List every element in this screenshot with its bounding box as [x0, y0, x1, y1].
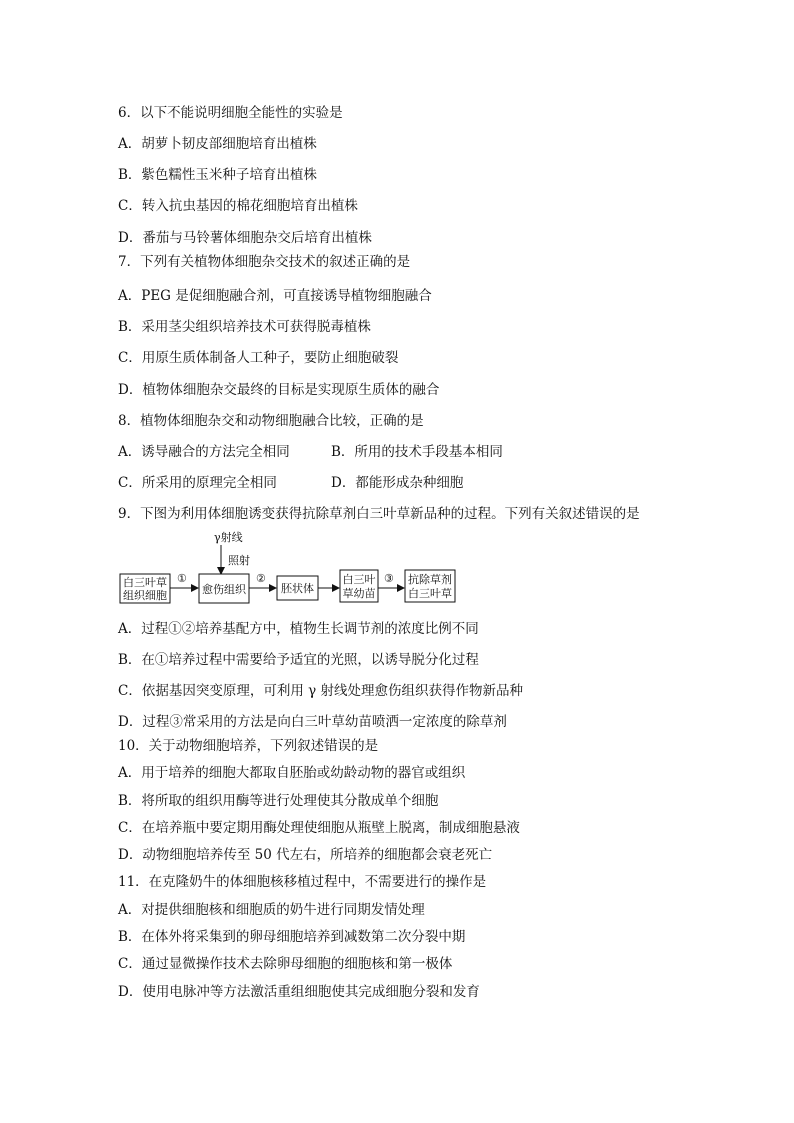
- box-white-clover-seedling-line2: 草幼苗: [342, 587, 376, 600]
- box-white-clover-tissue-cells-line2: 组织细胞: [123, 589, 167, 602]
- question-11-option-a: A．对提供细胞核和细胞质的奶牛进行同期发情处理: [118, 902, 425, 918]
- question-8-option-b: B．所用的技术手段基本相同: [331, 444, 503, 460]
- question-9-stem: 9．下图为利用体细胞诱变获得抗除草剂白三叶草新品种的过程。下列有关叙述错误的是: [118, 506, 640, 522]
- step-2-label: ②: [256, 572, 266, 585]
- question-9-option-d: D．过程③常采用的方法是向白三叶草幼苗喷洒一定浓度的除草剂: [118, 714, 507, 730]
- question-6-option-a: A．胡萝卜韧皮部细胞培育出植株: [118, 136, 317, 152]
- question-11-stem: 11．在克隆奶牛的体细胞核移植过程中，不需要进行的操作是: [118, 874, 487, 890]
- question-7-stem: 7．下列有关植物体细胞杂交技术的叙述正确的是: [118, 254, 411, 270]
- question-11-option-d: D．使用电脉冲等方法激活重组细胞使其完成细胞分裂和发育: [118, 984, 480, 1000]
- question-11-option-b: B．在体外将采集到的卵母细胞培养到减数第二次分裂中期: [118, 929, 466, 945]
- irradiation-label: 照射: [228, 554, 250, 567]
- question-8-option-c: C．所采用的原理完全相同: [118, 475, 277, 491]
- question-10-option-a: A．用于培养的细胞大都取自胚胎或幼龄动物的器官或组织: [118, 765, 466, 781]
- question-6-option-d: D．番茄与马铃薯体细胞杂交后培育出植株: [118, 230, 372, 246]
- step-3-label: ③: [384, 572, 394, 585]
- question-8-option-d: D．都能形成杂种细胞: [331, 475, 464, 491]
- box-herbicide-resistant-clover-line2: 白三叶草: [408, 587, 452, 600]
- question-10-option-c: C．在培养瓶中要定期用酶处理使细胞从瓶壁上脱离，制成细胞悬液: [118, 820, 520, 836]
- question-10-option-b: B．将所取的组织用酶等进行处理使其分散成单个细胞: [118, 793, 439, 809]
- question-7-option-a: A．PEG 是促细胞融合剂，可直接诱导植物细胞融合: [118, 288, 432, 304]
- gamma-ray-label: γ射线: [214, 531, 243, 544]
- box-white-clover-seedling-line1: 白三叶: [342, 573, 376, 586]
- question-9-option-c: C．依据基因突变原理，可利用 γ 射线处理愈伤组织获得作物新品种: [118, 683, 523, 699]
- question-7-option-c: C．用原生质体制备人工种子，要防止细胞破裂: [118, 350, 399, 366]
- box-embryoid-label: 胚状体: [281, 582, 314, 595]
- question-7-option-d: D．植物体细胞杂交最终的目标是实现原生质体的融合: [118, 382, 440, 398]
- question-6-option-c: C．转入抗虫基因的棉花细胞培育出植株: [118, 198, 358, 214]
- process-flow-diagram: [118, 530, 478, 610]
- question-9-option-a: A．过程①②培养基配方中，植物生长调节剂的浓度比例不同: [118, 621, 479, 637]
- question-8-stem: 8．植物体细胞杂交和动物细胞融合比较，正确的是: [118, 413, 424, 429]
- question-6-stem: 6．以下不能说明细胞全能性的实验是: [118, 105, 343, 121]
- question-7-option-b: B．采用茎尖组织培养技术可获得脱毒植株: [118, 319, 371, 335]
- question-10-option-d: D．动物细胞培养传至 50 代左右，所培养的细胞都会衰老死亡: [118, 847, 493, 863]
- question-6-option-b: B．紫色糯性玉米种子培育出植株: [118, 167, 317, 183]
- question-11-option-c: C．通过显微操作技术去除卵母细胞的细胞核和第一极体: [118, 956, 453, 972]
- box-white-clover-tissue-cells-line1: 白三叶草: [123, 576, 167, 589]
- question-10-stem: 10．关于动物细胞培养，下列叙述错误的是: [118, 738, 379, 754]
- question-8-option-a: A．诱导融合的方法完全相同: [118, 444, 290, 460]
- step-1-label: ①: [177, 572, 187, 585]
- box-herbicide-resistant-clover-line1: 抗除草剂: [408, 573, 452, 586]
- box-callus-label: 愈伤组织: [202, 583, 246, 596]
- question-9-option-b: B．在①培养过程中需要给予适宜的光照，以诱导脱分化过程: [118, 652, 479, 668]
